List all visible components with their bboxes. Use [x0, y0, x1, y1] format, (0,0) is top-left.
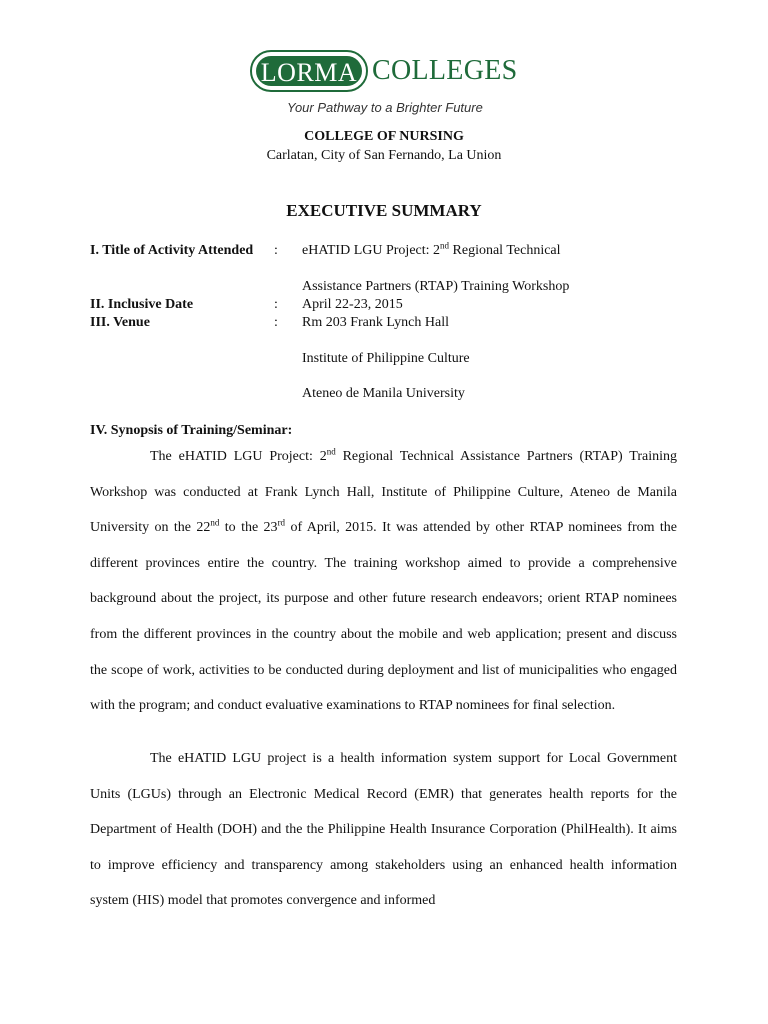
logo-tagline: Your Pathway to a Brighter Future [287, 100, 483, 115]
venue-line2: Institute of Philippine Culture [302, 351, 470, 366]
venue-line3: Ateneo de Manila University [302, 386, 465, 401]
college-name: COLLEGE OF NURSING [304, 129, 464, 144]
document-title: EXECUTIVE SUMMARY [286, 201, 482, 220]
logo-badge [250, 50, 368, 92]
logo-wordmark: COLLEGES [372, 55, 518, 86]
date-colon: : [274, 297, 278, 312]
lorma-colleges-logo [250, 50, 530, 120]
activity-value-line2: Assistance Partners (RTAP) Training Workshop [302, 279, 570, 294]
logo-badge-text: LORMA [256, 56, 362, 86]
activity-value-line1: eHATID LGU Project: 2nd Regional Technical [302, 240, 561, 258]
date-value: April 22-23, 2015 [302, 297, 403, 312]
venue-colon: : [274, 315, 278, 330]
venue-line1: Rm 203 Frank Lynch Hall [302, 315, 449, 330]
synopsis-paragraph-2: The eHATID LGU project is a health information system support for Local Government Units (LGUs) through an Electronic Medical Record (EMR) that generates health reports for the Department of Health (DOH) and the the Philippine Health Insurance Corporation (PhilHealth). It aims to improve efficiency and transparency among stakeholders using an enhanced health information system (HIS) model that promotes convergence and informed [90, 751, 677, 909]
activity-colon: : [274, 243, 278, 258]
synopsis-paragraph-1: The eHATID LGU Project: 2nd Regional Technical Assistance Partners (RTAP) Training Workshop was conducted at Frank Lynch Hall, Institute of Philippine Culture, Ateneo de Manila University on the 22nd to the 23rd of April, 2015. It was attended by other RTAP nominees from the different provinces entire the country. The training workshop aimed to provide a comprehensive background about the project, its purpose and other future research endeavors; orient RTAP nominees from the different provinces in the country about the mobile and web application; present and discuss the scope of work, activities to be conducted during deployment and list of municipalities who engaged with the program; and conduct evaluative examinations to RTAP nominees for final selection. [90, 446, 677, 714]
synopsis-heading: IV. Synopsis of Training/Seminar: [90, 423, 293, 438]
venue-label: III. Venue [90, 315, 150, 330]
date-label: II. Inclusive Date [90, 297, 194, 312]
college-address: Carlatan, City of San Fernando, La Union [266, 148, 502, 163]
activity-label: I. Title of Activity Attended [90, 243, 254, 258]
